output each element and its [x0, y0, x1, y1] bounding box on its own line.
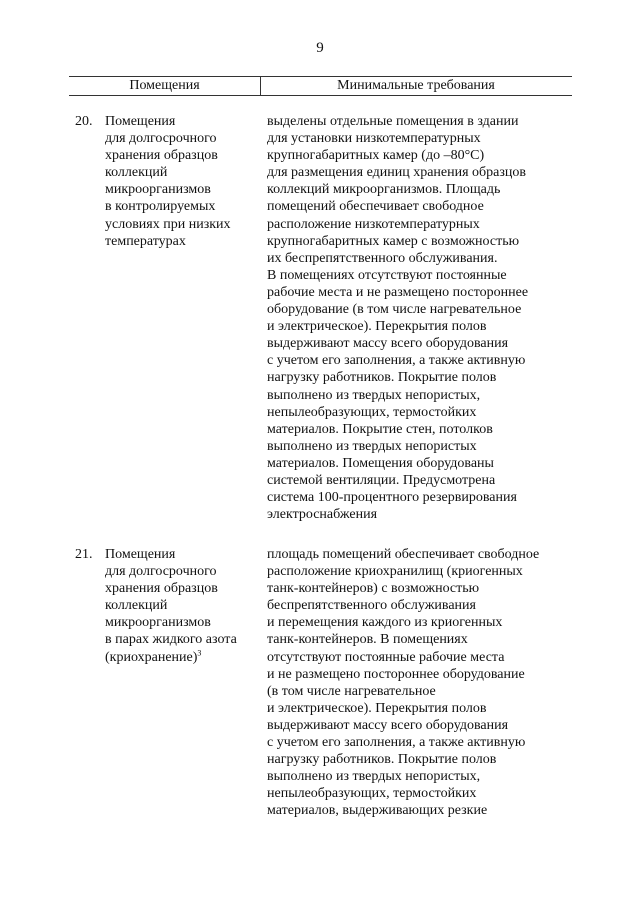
requirements-text: площадь помещений обеспечивает свободное расположение криохранилищ (криогенных танк-контейнеров) с возможностью беспрепятственного обслуживания и перемещения каждого из криогенных танк-контейнеров. В помещениях отсутствуют постоянные рабочие места и не размещено постороннее оборудование (в том числе нагревательное и электрическое). Перекрытия полов выдерживают массу всего оборудования с учетом его заполнения, а также активную нагрузку работников. Покрытие полов выполнено из твердых непористых, непылеобразующих, термостойких материалов, выдерживающих резкие	[267, 547, 540, 819]
column-header-requirements: Минимальные требования	[337, 78, 495, 93]
footnote-marker: 3	[197, 647, 202, 657]
row-number: 20.	[75, 114, 93, 129]
premises-name	[105, 546, 265, 666]
premises-name: Помещения для долгосрочного хранения образцов коллекций микроорганизмов в контролируемых условиях при низких температурах	[105, 114, 231, 249]
column-header-premises: Помещения	[129, 78, 200, 93]
row-number: 21.	[75, 547, 93, 562]
requirements-text: выделены отдельные помещения в здании для установки низкотемпературных крупногабаритных камер (до –80°С) для размещения единиц хранения образцов коллекций микроорганизмов. Площадь помещений обеспечивает свободное расположение низкотемпературных крупногабаритных камер с возможностью их беспрепятственного обслуживания. В помещениях отсутствуют постоянные рабочие места и не размещено постороннее оборудование (в том числе нагревательное и электрическое). Перекрытия полов выдерживают массу всего оборудования с учетом его заполнения, а также активную нагрузку работников. Покрытие полов выполнено из твердых непористых, непылеобразующих, термостойких материалов. Покрытие стен, потолков выполнено из твердых непористых материалов. Помещения оборудованы системой вентиляции. Предусмотрена система 100-процентного резервирования электроснабжения	[267, 114, 529, 523]
table-header	[69, 76, 572, 96]
page-number: 9	[316, 40, 324, 56]
premises-name-text: Помещения для долгосрочного хранения образцов коллекций микроорганизмов в парах жидкого азота (криохранение)	[105, 547, 237, 665]
